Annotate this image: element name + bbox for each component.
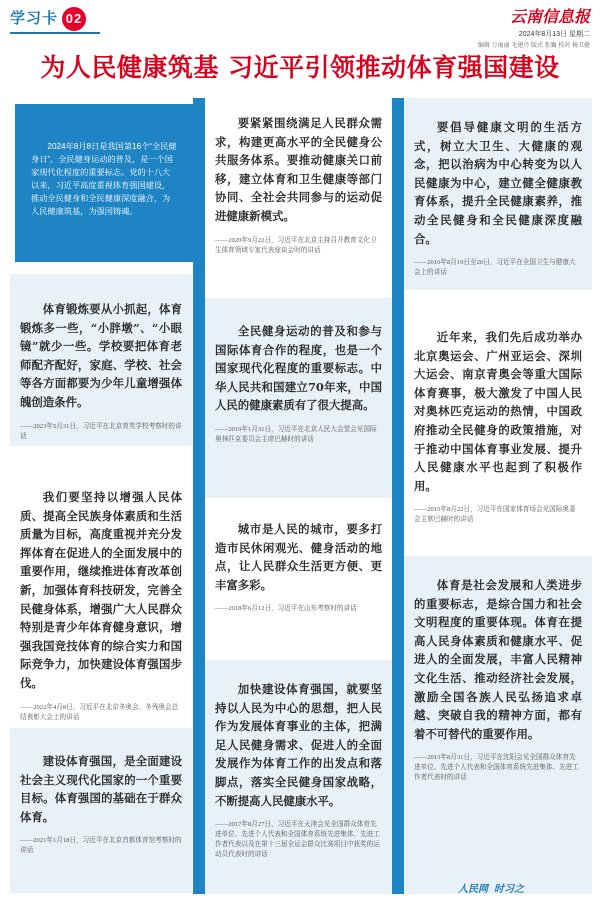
column-tag bbox=[10, 7, 86, 31]
quote-source: ——2018年6月12日，习近平在山东考察时的讲话 bbox=[215, 605, 357, 613]
quote-text: 我们要坚持以增强人民体质、提高全民族身体素质和生活质量为目标，高度重视并充分发挥体育在促进人的全面发展中的重要作用，继续推进体育改革创新，加强体育科技研发，完善全民健身体系，增强广大人民群众特别是青少年体育健身意识，增强我国竞技体育的综合实力和国际竞争力，加快建设体育强国步伐。 bbox=[20, 490, 182, 690]
editor-credits: 编辑 万丽丽 毛建丹 版式 张巍 校对 杨卫健 bbox=[477, 43, 590, 49]
quote-text: 城市是人民的城市，要多打造市民休闲观光、健身活动的地点，让人民群众生活更方便、更丰富多彩。 bbox=[215, 522, 382, 592]
quote-text: 全民健身运动的普及和参与国际体育合作的程度，也是一个国家现代化程度的重要标志。中华人民共和国建立70年来，中国人民的健康素质有了很大提高。 bbox=[215, 324, 382, 413]
quote-card bbox=[10, 274, 192, 446]
quote-card bbox=[205, 660, 392, 894]
column-label: 学习卡 bbox=[10, 10, 59, 27]
quote-source: ——2017年8月27日，习近平在天津会见全国群众体育先进单位、先进个人代表和全国体育系统先进集体、先进工作者代表以及在第十三届全运会群众比赛项目中获奖的运动员代表时的讲话 bbox=[215, 821, 380, 859]
top-strip bbox=[0, 0, 600, 49]
quote-card bbox=[404, 98, 592, 290]
brand-block bbox=[478, 4, 590, 49]
quote-source: ——2021年1月18日，习近平在北京首都体育馆考察时的讲话 bbox=[20, 837, 182, 855]
intro-text: 2024年8月8日是我国第16个“全民健身日”。全民健身运动的普及，是一个国家现代化程度的重要标志。党的十八大以来，习近平高度重视体育强国建设，推动全民健身和全民健康深度融合，为人民健康筑基，为强国铸魂。 bbox=[15, 104, 193, 262]
quote-card bbox=[10, 468, 192, 728]
intro-panel bbox=[10, 98, 192, 268]
footer-logos bbox=[458, 880, 530, 895]
quote-text: 加快建设体育强国，就要坚持以人民为中心的思想，把人民作为发展体育事业的主体，把满足人民健身需求、促进人的全面发展作为体育工作的出发点和落脚点，落实全民健身国家战略，不断提高人民健康水平。 bbox=[215, 682, 382, 808]
newspaper-logo: 云南信息报 bbox=[509, 7, 590, 26]
quote-source: ——2020年9月22日，习近平在北京主持召开教育文化卫生体育领域专家代表座谈会时的讲话 bbox=[215, 236, 377, 254]
quote-text: 要倡导健康文明的生活方式，树立大卫生、大健康的观念，把以治病为中心转变为以人民健康为中心，建立健全健康教育体系，提升全民健康素养，推动全民健身和全民健康深度融合。 bbox=[414, 120, 582, 246]
quote-source: ——2023年5月31日，习近平在北京育英学校考察时的讲话 bbox=[20, 422, 182, 440]
quote-card bbox=[10, 728, 192, 893]
issue-date: 2024年8月13日 星期二 bbox=[518, 31, 590, 38]
quote-text: 近年来，我们先后成功举办北京奥运会、广州亚运会、深圳大运会、南京青奥会等重大国际体育赛事，极大激发了中国人民对奥林匹克运动的热情，中国政府推动全民健身的政策措施，对于推动中国体育事业发展、提升人民健康水平也起到了积极作用。 bbox=[414, 330, 582, 493]
quote-source: ——2016年8月19日至20日，习近平在全国卫生与健康大会上的讲话 bbox=[414, 259, 576, 277]
page-headline: 为人民健康筑基 习近平引领推动体育强国建设 bbox=[40, 53, 560, 82]
people-daily-logo: 人民网 bbox=[458, 884, 488, 895]
quote-text: 要紧紧围绕满足人民群众需求，构建更高水平的全民健身公共服务体系。要推动健康关口前移，建立体育和卫生健康等部门协同、全社会共同参与的运动促进健康新模式。 bbox=[215, 116, 382, 223]
column-divider bbox=[193, 98, 205, 894]
column-divider bbox=[392, 98, 404, 894]
quote-card bbox=[205, 98, 392, 298]
quote-text: 体育是社会发展和人类进步的重要标志，是综合国力和社会文明程度的重要体现。体育在提高人民身体素质和健康水平、促进人的全面发展，丰富人民精神文化生活、推动经济社会发展，激励全国各族人民弘扬追求卓越、突破自我的精神方面，都有着不可替代的重要作用。 bbox=[414, 578, 582, 741]
quote-source: ——2015年8月22日，习近平在国家体育场会见国际奥委会主席巴赫时的讲话 bbox=[414, 506, 576, 524]
quote-text: 建设体育强国，是全面建设社会主义现代化国家的一个重要目标。体育强国的基础在于群众体育。 bbox=[20, 754, 182, 824]
quote-card bbox=[205, 498, 392, 658]
quote-card bbox=[404, 308, 592, 544]
column-number-badge: 02 bbox=[62, 7, 86, 31]
shixizhi-logo: 时习之 bbox=[494, 884, 524, 895]
quote-card bbox=[205, 298, 392, 498]
quote-text: 体育锻炼要从小抓起，体育锻炼多一些，“小胖墩”、“小眼镜”就少一些。学校要把体育老师配齐配好，家庭、学校、社会等各方面都要为少年儿童增强体魄创造条件。 bbox=[20, 302, 182, 409]
column-tag-underline bbox=[10, 32, 100, 34]
quote-source: ——2022年4月8日，习近平在北京冬奥会、冬残奥会总结表彰大会上的讲话 bbox=[20, 703, 179, 721]
quote-source: ——2019年1月31日，习近平在北京人民大会堂会见国际奥林匹克委员会主席巴赫时的讲话 bbox=[215, 425, 377, 443]
quote-card bbox=[404, 556, 592, 894]
quote-source: ——2013年8月31日，习近平在沈阳会见全国群众体育先进单位、先进个人代表和全国体育系统先进集体、先进工作者代表时的讲话 bbox=[414, 754, 579, 782]
